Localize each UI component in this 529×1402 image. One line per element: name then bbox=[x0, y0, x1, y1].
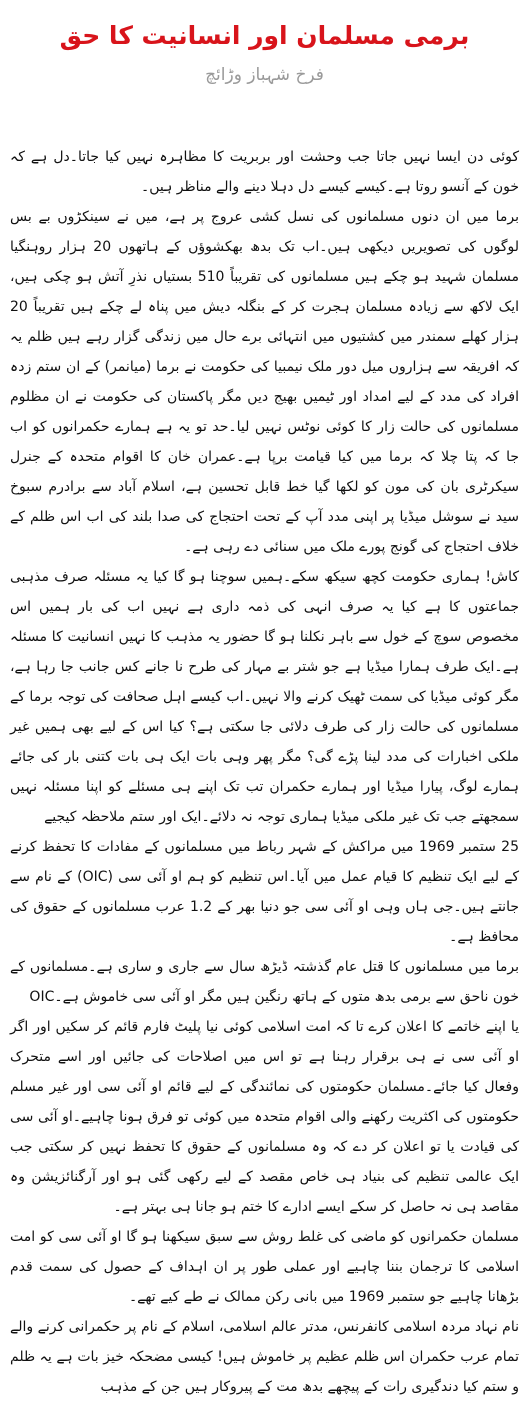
paragraph: کوئی دن ایسا نہیں جاتا جب وحشت اور بربریت کا مظاہرہ نہیں کیا جاتا۔دل ہے کہ خون کے آنسو روتا ہے۔کیسے کیسے دل دہلا دینے والے مناظر ہیں۔ bbox=[10, 149, 519, 195]
article-title: برمی مسلمان اور انسانیت کا حق bbox=[59, 21, 470, 50]
paragraph: 25 ستمبر 1969 میں مراکش کے شہر رباط میں مسلمانوں کے مفادات کا تحفظ کرنے کے لیے ایک تنظیم کا قیام عمل میں آیا۔اس تنظیم کو ہم او آئی سی (OIC) کے نام سے جانتے ہیں۔جی ہاں وہی او آئی سی جو دنیا بھر کے 1.2 عرب مسلمانوں کے حقوق کی محافظ ہے۔ bbox=[10, 839, 519, 945]
paragraph: برما میں ان دنوں مسلمانوں کی نسل کشی عروج پر ہے، میں نے سینکڑوں بے بس لوگوں کی تصویریں دیکھی ہیں۔اب تک بدھ بھکشوؤں کے ہاتھوں 20 ہزار روہنگیا مسلمان شہید ہو چکے ہیں مسلمانوں کی تقریباً 510 بستیاں نذرِ آتش ہو چکی ہیں، ایک لاکھ سے زیادہ مسلمان ہجرت کر کے بنگلہ دیش میں پناہ لے چکے ہیں تقریباً 20 ہزار کھلے سمندر میں کشتیوں میں انتہائی برے حال میں زندگی گزار رہے ہیں ظلم یہ کہ افریقہ سے ہزاروں میل دور ملک نیمبیا کی حکومت نے برما (میانمر) کے ان ستم زدہ افراد کی مدد کے لیے امداد اور ٹیمیں بھیج دیں مگر پاکستان کی حکومت نے ان مظلوم مسلمانوں کی حالت زار کا کوئی نوٹس نہیں لیا۔حد تو یہ ہے ہمارے حکمرانوں کو اب جا کہ پتا چلا کہ برما میں کیا قیامت برپا ہے۔عمران خان کا اقوام متحدہ کے جنرل سیکرٹری بان کی مون کو لکھا گیا خط قابل تحسین ہے، اسلام آباد سے برادرم سبوخ سید نے سوشل میڈیا پر اپنی مدد آپ کے تحت احتجاج کی صدا بلند کی اب اس ظلم کے خلاف احتجاج کی گونج پورے ملک میں سنائی دے رہی ہے۔ bbox=[10, 209, 519, 555]
paragraph: یا اپنے خاتمے کا اعلان کرے تا کہ امت اسلامی کوئی نیا پلیٹ فارم قائم کر سکیں اور اگر او آئی سی نے ہی برقرار رہنا ہے تو اس میں اصلاحات کی جائیں اور اسے متحرک وفعال کیا جائے۔مسلمان حکومتوں کی نمائندگی کے لیے قائم او آئی سی اور غیر مسلم حکومتوں کی اکثریت رکھنے والی اقوام متحدہ میں کوئی تو فرق ہونا چاہیے۔او آئی سی کی قیادت یا تو اعلان کر دے کہ وہ مسلمانوں کے حقوق کا تحفظ نہیں کر سکتی جب ایک عالمی تنظیم کی بنیاد ہی خاص مقصد کے لیے رکھی گئی ہو اور آرگنائزیشن وہ مقاصد ہی نہ حاصل کر سکے ایسے ادارے کا ختم ہو جانا ہی بہتر ہے۔ bbox=[10, 1019, 519, 1215]
paragraph: نام نہاد مردہ اسلامی کانفرنس، مدتر عالم اسلامی، اسلام کے نام پر حکمرانی کرنے والے تمام عرب حکمران اس ظلم عظیم پر خاموش ہیں! کیسی مضحکہ خیز بات ہے یہ ظلم و ستم کیا دندگیری رات کے پیچھے بدھ مت کے پیروکار ہیں جن کے مذہب bbox=[10, 1319, 519, 1395]
article-body bbox=[10, 142, 519, 1402]
article-author: فرخ شہباز وڑائچ bbox=[205, 65, 324, 85]
paragraph: برما میں مسلمانوں کا قتل عام گذشتہ ڈیڑھ سال سے جاری و ساری ہے۔مسلمانوں کے خون ناحق سے برمی بدھ متوں کے ہاتھ رنگین ہیں مگر او آئی سی خاموش ہے۔OIC bbox=[10, 959, 519, 1005]
paragraph: مسلمان حکمرانوں کو ماضی کی غلط روش سے سبق سیکھنا ہو گا او آئی سی کو امت اسلامی کا ترجمان بننا چاہیے اور عملی طور پر ان اہداف کے حصول کی سمت قدم بڑھانا چاہیے جو ستمبر 1969 میں بانی رکن ممالک نے طے کیے تھے۔ bbox=[10, 1229, 519, 1305]
paragraph: کاش! ہماری حکومت کچھ سیکھ سکے۔ہمیں سوچنا ہو گا کیا یہ مسئلہ صرف مذہبی جماعتوں کا ہے کیا یہ صرف انہی کی ذمہ داری ہے نہیں اب کی بار ہمیں اس مخصوص سوچ کے خول سے باہر نکلنا ہو گا حضور یہ مذہب کا نہیں انسانیت کا مسئلہ ہے۔ایک طرف ہمارا میڈیا ہے جو شتر بے مہار کی طرح نا جانے کس جانب جا رہا ہے، مگر کوئی میڈیا کی سمت ٹھیک کرنے والا نہیں۔اب کیسے اہل صحافت کی توجہ برما کے مسلمانوں کی حالت زار کی طرف دلائی جا سکتی ہے؟ کیا اس کے لیے بھی ہمیں غیر ملکی اخبارات کی مدد لینا پڑے گی؟ مگر پھر وہی بات ایک ہی بات کتنی بار کی جائے ہمارے لوگ، پیارا میڈیا اور ہمارے حکمران تب تک اپنے ہی مسئلے کو اپنا مسئلہ نہیں سمجھتے جب تک غیر ملکی میڈیا ہماری توجہ نہ دلائے۔ایک اور ستم ملاحظہ کیجیے bbox=[10, 569, 519, 825]
